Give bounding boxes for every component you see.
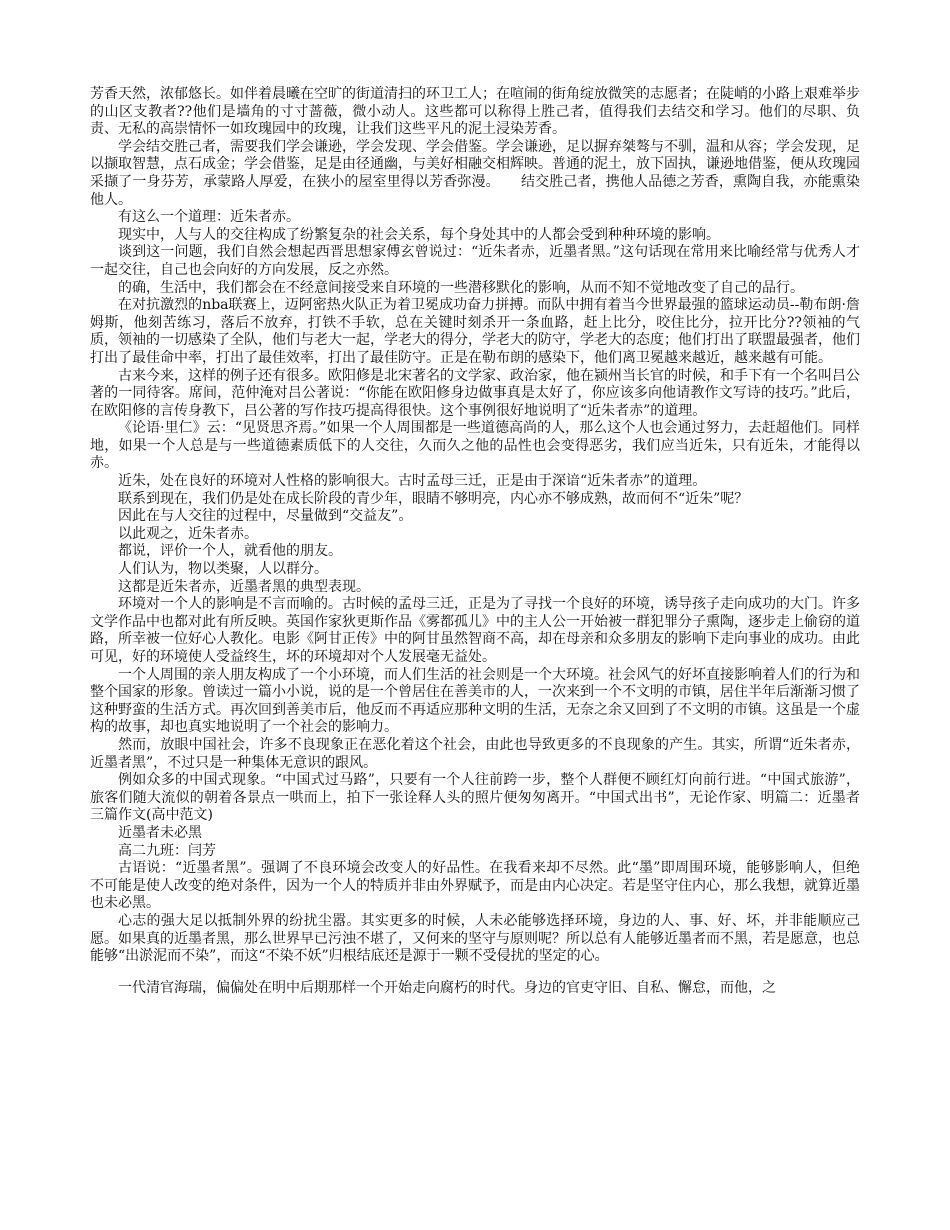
- paragraph-strong-will: 心志的强大足以抵制外界的纷扰尘嚣。其实更多的时候，人未必能够选择环境，身边的人、事、好、坏，并非能顺应己愿。如果真的近墨者黑，那么世界早已污浊不堪了，又何来的坚守与原则呢？所以总有人能够近墨者而不黑，若是愿意，也总能够“出淤泥而不染”，而这“不染不妖”归根结底还是源于一颗不受侵扰的坚定的心。: [90, 912, 860, 965]
- essay-title: 近墨者未必黑: [118, 824, 202, 841]
- paragraph-youth-today: 联系到现在，我们仍是处在成长阶段的青少年，眼睛不够明亮，内心亦不够成熟，故而何不“近朱”呢？: [118, 490, 749, 507]
- paragraph-ouyang-xiu-example: 古来今来，这样的例子还有很多。欧阳修是北宋著名的文学家、政治家，他在颍州当长官的时候，和手下有一个名叫吕公著的一同待客。席间，范仲淹对吕公著说：“你能在欧阳修身边做事真是太好了，你应该多向他请教作文写诗的技巧。”此后，在欧阳修的言传身教下，吕公著的写作技巧提高得很快。这个事例很好地说明了“近朱者赤”的道理。: [90, 367, 860, 419]
- paragraph-fu-xuan-quote: 谈到这一问题，我们自然会想起西晋思想家傅玄曾说过：“近朱者赤，近墨者黑。”这句话现在常用来比喻经常与优秀人才一起交往，自己也会向好的方向发展，反之亦然。: [90, 244, 860, 278]
- paragraph-hai-rui: 一代清官海瑞，偏偏处在明中后期那样一个开始走向腐朽的时代。身边的官吏守旧、自私、懈怠，而他，之: [118, 979, 776, 996]
- paragraph-analects-quote: 《论语·里仁》云：“见贤思齐焉。”如果一个人周围都是一些道德高尚的人，那么这个人也会通过努力，去赶超他们。同样地，如果一个人总是与一些道德素质低下的人交往，久而久之他的品性也会变得恶劣，我们应当近朱，只有近朱，才能得以赤。: [90, 420, 860, 472]
- paragraph-social-environment: 一个人周围的亲人朋友构成了一个小环境，而人们生活的社会则是一个大环境。社会风气的好坏直接影响着人们的行为和整个国家的形象。曾读过一篇小小说，说的是一个曾居住在善美市的人，一次来到一个不文明的市镇，居住半年后渐渐习惯了这种野蛮的生活方式。再次回到善美市后，他反而不再适应那种文明的生活，无奈之余又回到了不文明的市镇。这虽是一个虚构的故事，却也真实地说明了一个社会的影响力。: [90, 666, 860, 736]
- paragraph-environment-influence: 环境对一个人的影响是不言而喻的。古时候的孟母三迁，正是为了寻找一个良好的环境，诱导孩子走向成功的大门。许多文学作品中也都对此有所反映。英国作家狄更斯作品《雾都孤儿》中的主人公一开始被一群犯罪分子熏陶，逐步走上偷窃的道路，所幸被一位好心人教化。电影《阿甘正传》中的阿甘虽然智商不高，却在母亲和众多朋友的影响下走向事业的成功。由此可见，好的环境使人受益终生，坏的环境却对个人发展毫无益处。: [90, 596, 860, 665]
- paragraph-ancient-saying: 古语说：“近墨者黑”。强调了不良环境会改变人的好品性。在我看来却不尽然。此“墨”即周围环境，能够影响人，但绝不可能是使人改变的绝对条件，因为一个人的特质并非由外界赋予，而是由内心决定。若是坚守住内心，那么我想，就算近墨也未必黑。: [90, 860, 860, 912]
- paragraph-learn-humility: 学会结交胜己者，需要我们学会谦逊，学会发现、学会借鉴。学会谦逊，足以摒弃桀骜与不驯，温和从容；学会发现，足以撷取智慧，点石成金；学会借鉴，足是由径通幽，与美好相融交相辉映。普通的泥土，放下固执，谦逊地借鉴，便从玫瑰园采撷了一身芬芳，承蒙路人厚爱，在狭小的屋室里得以芳香弥漫。 结交胜己者，携他人品德之芳香，熏陶自我，亦能熏染他人。: [90, 138, 860, 208]
- paragraph-intro-rose: 芳香天然，浓郁悠长。如伴着晨曦在空旷的街道清扫的环卫工人；在喧闹的街角绽放微笑的志愿者；在陡峭的小路上艰难举步的山区支教者??他们是墙角的寸寸蔷薇，微小动人。这些都可以称得上胜己者，值得我们去结交和学习。他们的尽职、负责、无私的高崇情怀一如玫瑰园中的玫瑰，让我们这些平凡的泥土浸染芳香。: [90, 86, 860, 138]
- paragraph-nba-example: 在对抗激烈的nba联赛上，迈阿密热火队正为着卫冕成功奋力拼搏。而队中拥有着当今世界最强的篮球运动员--勒布朗·詹姆斯，他刻苦练习，落后不放弃，打铁不手软，总在关键时刻杀开一条血路，赶上比分，咬住比分，拉开比分??领袖的气质，领袖的一切感染了全队，他们与老大一起，学老大的得分，学老大的防守，学老大的态度；他们打出了联盟最强者，他们打出了最佳命中率，打出了最佳效率，打出了最佳防守。正是在勒布朗的感染下，他们离卫冕越来越近，越来越有可能。: [90, 297, 860, 366]
- document-body: [90, 86, 860, 997]
- essay-author: 高二九班：闫芳: [118, 842, 216, 859]
- paragraph-typical-example: 这都是近朱者赤，近墨者黑的典型表现。: [118, 578, 370, 595]
- paragraph-subtle-influence: 的确，生活中，我们都会在不经意间接受来自环境的一些潜移默化的影响，从而不知不觉地改变了自己的品行。: [118, 279, 804, 296]
- paragraph-reality: 现实中，人与人的交往构成了纷繁复杂的社会关系，每个身处其中的人都会受到种种环境的影响。: [118, 226, 720, 243]
- paragraph-birds-of-feather: 人们认为，物以类聚，人以群分。: [118, 561, 328, 578]
- paragraph-conclusion-red: 以此观之，近朱者赤。: [118, 525, 258, 542]
- paragraph-chinese-phenomena: 例如众多的中国式现象。“中国式过马路”，只要有一个人往前跨一步，整个人群便不顾红灯向前行进。“中国式旅游”，旅客们随大流似的朝着各景点一哄而上，拍下一张诠释人头的照片便匆匆离开。“中国式出书”，无论作家、明篇二：近墨者三篇作文(高中范文): [90, 772, 860, 824]
- paragraph-principle: 有这么一个道理：近朱者赤。: [118, 209, 300, 226]
- paragraph-judge-by-friends: 都说，评价一个人，就看他的朋友。: [118, 543, 342, 560]
- paragraph-chinese-society: 然而，放眼中国社会，许多不良现象正在恶化着这个社会，由此也导致更多的不良现象的产生。其实，所谓“近朱者赤，近墨者黑”，不过只是一种集体无意识的跟风。: [90, 736, 860, 771]
- paragraph-good-friends: 因此在与人交往的过程中，尽量做到“交益友”。: [118, 508, 413, 525]
- paragraph-mencius-mother: 近朱，处在良好的环境对人性格的影响很大。古时孟母三迁，正是由于深谙“近朱者赤”的道理。: [118, 473, 707, 490]
